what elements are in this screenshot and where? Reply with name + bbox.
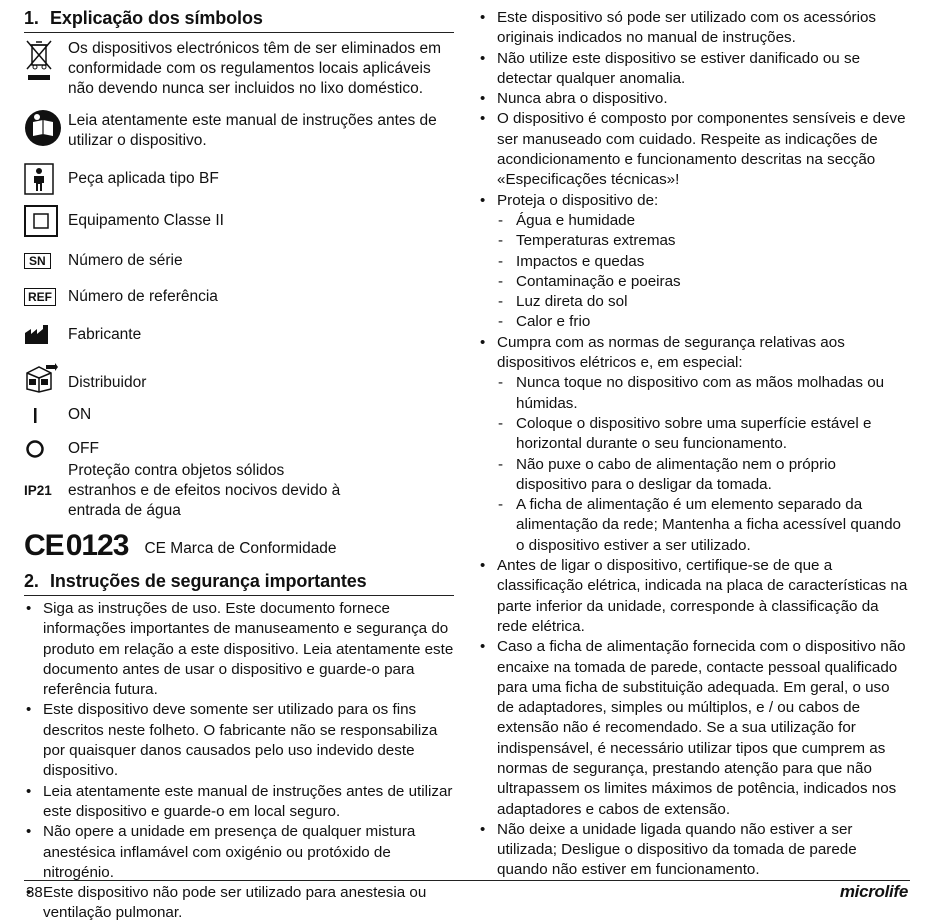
off-text: OFF bbox=[68, 440, 99, 457]
sub-list-item: - Temperaturas extremas bbox=[497, 231, 910, 251]
type-bf-text: Peça aplicada tipo BF bbox=[68, 170, 219, 187]
section-1-heading: Explicação dos símbolos bbox=[50, 8, 263, 28]
section-1-title bbox=[24, 6, 454, 33]
symbol-row-distributor bbox=[24, 363, 454, 393]
read-manual-icon bbox=[24, 109, 68, 147]
on-icon bbox=[24, 406, 68, 424]
list-item: • Proteja o dispositivo de: - Água e humidade - Temperaturas extremas - Impactos e quedas - Contaminação e poeiras - Luz direta do sol - Calor e frio bbox=[478, 191, 910, 333]
section-2-title bbox=[24, 569, 454, 596]
on-text: ON bbox=[68, 406, 92, 423]
list-item: • Caso a ficha de alimentação fornecida com o dispositivo não encaixe na tomada de parede, contacte pessoal qualificado para uma ficha de substituição adequada. Em geral, o uso de adaptadores, simples ou múltiplos, e / ou cabos de extensão não é recomendado. Se a sua utilização for indispensável, é necessário utilizar tipos que cumprem as normas de segurança, prestando atenção para que não ultrapassem os limites máximos de potência, indicados nos adaptadores e cabos de extensão. bbox=[478, 637, 910, 820]
sub-list-item: - Nunca toque no dispositivo com as mãos molhadas ou húmidas. bbox=[497, 373, 910, 414]
list-item: • Este dispositivo só pode ser utilizado com os acessórios originais indicados no manual de instruções. bbox=[478, 8, 910, 49]
list-item: • Não deixe a unidade ligada quando não estiver a ser utilizada; Desligue o dispositivo da tomada de parede quando não estiver em funcionamento. bbox=[478, 820, 910, 881]
safety-list-right bbox=[478, 8, 910, 881]
reference-number-text: Número de referência bbox=[68, 288, 218, 305]
sub-list-item: - Calor e frio bbox=[497, 312, 910, 332]
sub-list-item: - Impactos e quedas bbox=[497, 252, 910, 272]
list-item: • Nunca abra o dispositivo. bbox=[478, 89, 910, 109]
list-item: • Siga as instruções de uso. Este documento fornece informações importantes de manuseamento e segurança do produto em relação a este dispositivo. Leia atentamente este documento antes de usar o dispositivo e guarde-o para referência futura. bbox=[24, 599, 454, 700]
symbol-row-off bbox=[24, 439, 454, 459]
ce-text: CE Marca de Conformidade bbox=[144, 540, 337, 557]
manufacturer-text: Fabricante bbox=[68, 326, 142, 343]
ce-mark-icon: CE bbox=[24, 529, 64, 562]
distributor-icon bbox=[24, 363, 68, 393]
list-item: • Este dispositivo deve somente ser utilizado para os fins descritos neste folheto. O fabricante não se responsabiliza por quaisquer danos causados pelo uso indevido deste dispositivo. bbox=[24, 700, 454, 781]
brand-logo: microlife bbox=[839, 882, 908, 901]
read-manual-text: Leia atentamente este manual de instruções antes de utilizar o dispositivo. bbox=[68, 112, 437, 149]
symbol-row-type-bf bbox=[24, 163, 454, 195]
list-item: • Não utilize este dispositivo se estiver danificado ou se detectar qualquer anomalia. bbox=[478, 49, 910, 90]
footer-divider bbox=[24, 880, 910, 881]
sub-list-item: - Água e humidade bbox=[497, 211, 910, 231]
symbol-row-ce bbox=[24, 529, 454, 562]
sub-list-item: - A ficha de alimentação é um elemento separado da alimentação da rede; Mantenha a ficha acessível quando o dispositivo estiver a ser utilizado. bbox=[497, 495, 910, 556]
left-column bbox=[24, 6, 454, 924]
manufacturer-icon bbox=[24, 325, 68, 345]
serial-number-text: Número de série bbox=[68, 252, 183, 269]
symbol-row-manufacturer bbox=[24, 325, 454, 345]
sub-list bbox=[497, 211, 910, 333]
section-2-number: 2. bbox=[24, 571, 39, 591]
type-bf-icon bbox=[24, 163, 68, 195]
sub-list-item: - Não puxe o cabo de alimentação nem o próprio dispositivo para o desligar da tomada. bbox=[497, 455, 910, 496]
class-ii-text: Equipamento Classe II bbox=[68, 212, 224, 229]
sub-list-item: - Contaminação e poeiras bbox=[497, 272, 910, 292]
safety-list-left bbox=[24, 599, 454, 924]
list-item: • Não opere a unidade em presença de qualquer mistura anestésica inflamável com oxigénio ou protóxido de nitrogénio. bbox=[24, 822, 454, 883]
symbol-row-weee bbox=[24, 39, 454, 99]
distributor-text: Distribuidor bbox=[68, 374, 147, 391]
list-item: • Este dispositivo não pode ser utilizado para anestesia ou ventilação pulmonar. bbox=[24, 883, 454, 924]
symbol-row-read-manual bbox=[24, 109, 454, 151]
list-item: • Antes de ligar o dispositivo, certifique-se de que a classificação elétrica, indicada na placa de características na parte inferior da unidade, corresponde à classificação da rede elétrica. bbox=[478, 556, 910, 637]
symbol-row-reference bbox=[24, 287, 454, 307]
section-2-heading: Instruções de segurança importantes bbox=[50, 571, 367, 591]
weee-text: Os dispositivos electrónicos têm de ser eliminados em conformidade com os regulamentos locais aplicáveis não devendo nunca ser incluidos no lixo doméstico. bbox=[68, 40, 442, 97]
right-column bbox=[478, 8, 910, 881]
list-item: • Cumpra com as normas de segurança relativas aos dispositivos elétricos e, em especial: - Nunca toque no dispositivo com as mãos molhadas ou húmidas. - Coloque o dispositivo sobre uma superfície estável e horizontal durante o seu funcionamento. - Não puxe o cabo de alimentação nem o próprio dispositivo para o desligar da tomada. - A ficha de alimentação é um elemento separado da alimentação da rede; Mantenha a ficha acessível quando o dispositivo estiver a ser utilizado. bbox=[478, 333, 910, 556]
sub-list-item: - Luz direta do sol bbox=[497, 292, 910, 312]
symbol-row-serial bbox=[24, 251, 454, 271]
ce-notified-body-number: 0123 bbox=[65, 529, 129, 562]
symbol-row-on bbox=[24, 405, 454, 425]
class-ii-icon bbox=[24, 205, 68, 237]
sub-list bbox=[497, 373, 910, 556]
sub-list-item: - Coloque o dispositivo sobre uma superfície estável e horizontal durante o seu funcionamento. bbox=[497, 414, 910, 455]
reference-number-icon: REF bbox=[24, 288, 56, 306]
list-item: • O dispositivo é composto por componentes sensíveis e deve ser manuseado com cuidado. Respeite as indicações de acondicionamento e funcionamento descritas na secção «Especificações técnicas»! bbox=[478, 109, 910, 190]
off-icon bbox=[24, 439, 68, 459]
list-item: • Leia atentamente este manual de instruções antes de utilizar este dispositivo e guarde-o em local seguro. bbox=[24, 782, 454, 823]
symbol-row-class-ii bbox=[24, 205, 454, 237]
symbol-row-ip21 bbox=[24, 461, 454, 521]
ip21-icon: IP21 bbox=[24, 483, 52, 498]
page-number: 38 bbox=[26, 884, 43, 901]
ip21-text: Proteção contra objetos sólidos estranhos e de efeitos nocivos devido à entrada de água bbox=[68, 462, 341, 519]
wee-bin-icon bbox=[24, 39, 68, 89]
serial-number-icon: SN bbox=[24, 253, 51, 269]
section-1-number: 1. bbox=[24, 8, 39, 28]
